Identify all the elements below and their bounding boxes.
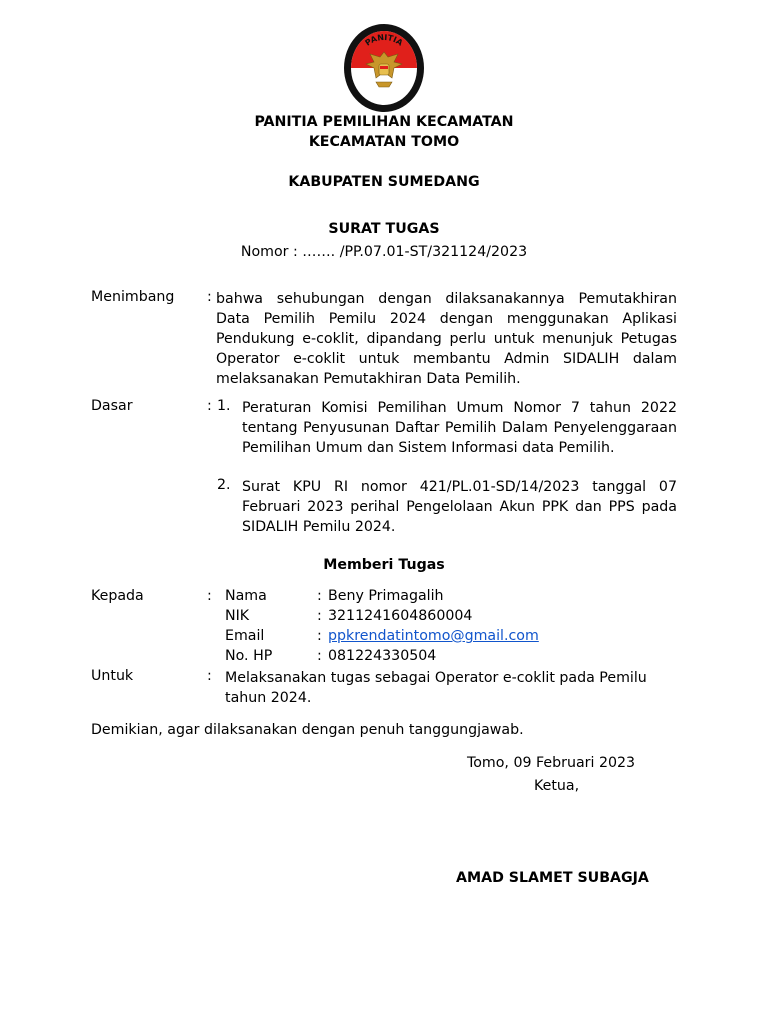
menimbang-text: bahwa sehubungan dengan dilaksanakannya Pemutakhiran Data Pemilih Pemilu 2024 dengan menggunakan Aplikasi Pendukung e-coklit, dipandang perlu untuk menunjuk Petugas Operator e-coklit untuk membantu Admin SIDALIH dalam melaksanakan Pemutakhiran Data Pemilih. bbox=[216, 291, 677, 387]
garuda-emblem-icon bbox=[340, 22, 428, 114]
field-nik-label: NIK bbox=[225, 608, 250, 624]
kpu-logo bbox=[340, 22, 428, 114]
document-number: Nomor : ……. /PP.07.01-ST/321124/2023 bbox=[240, 244, 528, 260]
menimbang-colon: : bbox=[207, 289, 212, 305]
dasar-item-1-number: 1. bbox=[217, 398, 231, 414]
document-title: SURAT TUGAS bbox=[328, 221, 440, 237]
kepada-colon: : bbox=[207, 588, 212, 604]
signatory-name: AMAD SLAMET SUBAGJA bbox=[456, 870, 649, 886]
org-line-2: KECAMATAN TOMO bbox=[308, 134, 460, 150]
kepada-label: Kepada bbox=[91, 588, 144, 604]
field-email-label: Email bbox=[225, 628, 265, 644]
logo-text-bottom: PEMILIHAN KECAMATAN bbox=[352, 68, 416, 99]
field-nik-colon: : bbox=[317, 608, 322, 624]
place-date: Tomo, 09 Februari 2023 bbox=[467, 755, 636, 771]
dasar-item-2-number: 2. bbox=[217, 477, 231, 493]
field-nama-colon: : bbox=[317, 588, 322, 604]
signatory-position: Ketua, bbox=[534, 778, 580, 794]
menimbang-label: Menimbang bbox=[91, 289, 175, 305]
email-link[interactable]: ppkrendatintomo@gmail.com bbox=[328, 628, 539, 644]
field-phone-value: 081224330504 bbox=[328, 648, 437, 664]
field-phone-label: No. HP bbox=[225, 648, 273, 664]
closing-statement: Demikian, agar dilaksanakan dengan penuh tanggungjawab. bbox=[91, 722, 524, 738]
dasar-label: Dasar bbox=[91, 398, 133, 414]
logo-text-top: PANITIA bbox=[363, 32, 405, 48]
field-nama-value: Beny Primagalih bbox=[328, 588, 444, 604]
dasar-colon: : bbox=[207, 398, 212, 414]
untuk-text: Melaksanakan tugas sebagai Operator e-coklit pada Pemilu tahun 2024. bbox=[225, 670, 647, 706]
untuk-label: Untuk bbox=[91, 668, 134, 684]
regency-name: KABUPATEN SUMEDANG bbox=[288, 174, 480, 190]
untuk-colon: : bbox=[207, 668, 212, 684]
org-line-1: PANITIA PEMILIHAN KECAMATAN bbox=[254, 114, 514, 130]
memberi-tugas-heading: Memberi Tugas bbox=[323, 557, 445, 573]
field-phone-colon: : bbox=[317, 648, 322, 664]
dasar-item-2-text: Surat KPU RI nomor 421/PL.01-SD/14/2023 tanggal 07 Februari 2023 perihal Pengelolaan Akun PPK dan PPS pada SIDALIH Pemilu 2024. bbox=[242, 479, 677, 535]
dasar-item-1-text: Peraturan Komisi Pemilihan Umum Nomor 7 tahun 2022 tentang Penyusunan Daftar Pemilih Dalam Penyelenggaraan Pemilihan Umum dan Sistem Informasi data Pemilih. bbox=[242, 400, 677, 456]
field-nik-value: 3211241604860004 bbox=[328, 608, 473, 624]
field-email-colon: : bbox=[317, 628, 322, 644]
field-nama-label: Nama bbox=[225, 588, 267, 604]
